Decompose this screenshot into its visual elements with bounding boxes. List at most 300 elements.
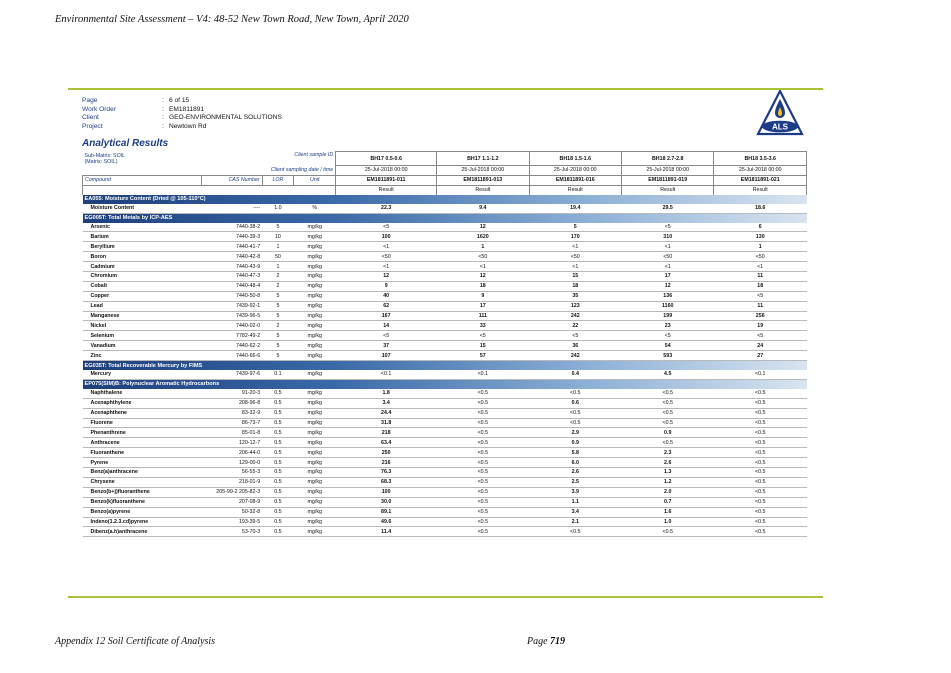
cas-number: 7440-48-4 xyxy=(201,281,262,291)
result-value: 12 xyxy=(437,272,529,282)
result-value: 1160 xyxy=(622,301,714,311)
result-value: 9.4 xyxy=(437,204,529,213)
result-value: <0.5 xyxy=(437,507,529,517)
results-table xyxy=(82,151,807,537)
lor-value: 5 xyxy=(262,223,294,232)
results-body xyxy=(83,152,807,537)
table-row xyxy=(83,311,807,321)
table-row xyxy=(83,517,807,527)
result-value: 22.3 xyxy=(336,204,437,213)
cas-number: 205-99-2 205-82-3 xyxy=(201,487,262,497)
result-value: 3.4 xyxy=(336,398,437,408)
compound-name: Vanadium xyxy=(83,341,202,351)
page-title: Analytical Results xyxy=(82,138,169,149)
lor-value: 0.5 xyxy=(262,418,294,428)
meta-key: Page xyxy=(82,97,98,104)
result-value: 2.6 xyxy=(529,468,621,478)
sample-id: BH17 1.1-1.2 xyxy=(437,152,529,166)
lab-id: EM1811891-021 xyxy=(714,175,807,185)
unit-value: mg/kg xyxy=(294,428,336,438)
result-value: 11.4 xyxy=(336,527,437,537)
top-divider xyxy=(68,88,823,90)
sampling-date: 25-Jul-2018 00:00 xyxy=(336,166,437,176)
unit-value: mg/kg xyxy=(294,458,336,468)
section-title: EG005T: Total Metals by ICP-AES xyxy=(83,213,807,223)
result-value: <0.5 xyxy=(437,389,529,398)
result-value: <0.5 xyxy=(714,438,807,448)
meta-value: Newtown Rd xyxy=(169,122,207,130)
compound-name: Selenium xyxy=(83,331,202,341)
lor-value: 5 xyxy=(262,351,294,361)
lor-value: 0.5 xyxy=(262,477,294,487)
lor-value: 0.5 xyxy=(262,398,294,408)
cas-number: 91-20-3 xyxy=(201,389,262,398)
compound-name: Barium xyxy=(83,232,202,242)
compound-name: Acenaphthene xyxy=(83,408,202,418)
cas-number: 56-55-3 xyxy=(201,468,262,478)
compound-name: Chrysene xyxy=(83,477,202,487)
result-value: <5 xyxy=(437,331,529,341)
sampling-date: 25-Jul-2018 00:00 xyxy=(622,166,714,176)
lor-value: 5 xyxy=(262,331,294,341)
lor-value: 2 xyxy=(262,321,294,331)
result-value: <50 xyxy=(529,252,621,262)
cas-number: 208-96-8 xyxy=(201,398,262,408)
result-value: 0.9 xyxy=(622,428,714,438)
table-row xyxy=(83,272,807,282)
compound-name: Beryllium xyxy=(83,242,202,252)
result-value: 24 xyxy=(714,341,807,351)
meta-row-page: Page : 6 of 15 xyxy=(82,97,190,104)
unit-value: mg/kg xyxy=(294,252,336,262)
lor-value: 1.0 xyxy=(262,204,294,213)
unit-value: mg/kg xyxy=(294,291,336,301)
result-value: 57 xyxy=(437,351,529,361)
result-value: <0.5 xyxy=(714,398,807,408)
document-header: Environmental Site Assessment – V4: 48-52 New Town Road, New Town, April 2020 xyxy=(55,14,409,25)
lor-value: 10 xyxy=(262,232,294,242)
table-row xyxy=(83,262,807,272)
unit-value: mg/kg xyxy=(294,262,336,272)
unit-value: mg/kg xyxy=(294,370,336,379)
table-row xyxy=(83,497,807,507)
table-row xyxy=(83,252,807,262)
result-value: 218 xyxy=(336,428,437,438)
result-value: <0.5 xyxy=(437,487,529,497)
section-title: EA055: Moisture Content (Dried @ 105-110°C) xyxy=(83,195,807,204)
unit-value: mg/kg xyxy=(294,517,336,527)
result-value: <0.5 xyxy=(437,477,529,487)
table-row xyxy=(83,301,807,311)
result-value: <0.5 xyxy=(437,448,529,458)
submatrix-cell xyxy=(83,152,263,166)
result-value: <50 xyxy=(714,252,807,262)
cas-number: 7440-66-6 xyxy=(201,351,262,361)
cas-number: 7440-41-7 xyxy=(201,242,262,252)
result-value: 130 xyxy=(714,232,807,242)
lor-value: 0.5 xyxy=(262,389,294,398)
table-row xyxy=(83,223,807,232)
result-value: 593 xyxy=(622,351,714,361)
lor-value: 0.5 xyxy=(262,507,294,517)
result-value: <0.5 xyxy=(437,408,529,418)
unit-value: mg/kg xyxy=(294,232,336,242)
unit-value: mg/kg xyxy=(294,507,336,517)
result-value: <0.5 xyxy=(714,507,807,517)
result-value: 2.0 xyxy=(622,487,714,497)
result-value: 216 xyxy=(336,458,437,468)
compound-name: Phenanthrene xyxy=(83,428,202,438)
cas-number: 86-73-7 xyxy=(201,418,262,428)
header-row-columns xyxy=(83,175,807,185)
result-value: 40 xyxy=(336,291,437,301)
unit-value: mg/kg xyxy=(294,418,336,428)
result-value: 111 xyxy=(437,311,529,321)
unit-value: mg/kg xyxy=(294,487,336,497)
result-value: 18.6 xyxy=(714,204,807,213)
result-value: 63.4 xyxy=(336,438,437,448)
lor-value: 50 xyxy=(262,252,294,262)
compound-name: Benz(a)anthracene xyxy=(83,468,202,478)
compound-name: Benzo(a)pyrene xyxy=(83,507,202,517)
lor-value: 0.5 xyxy=(262,497,294,507)
cas-number: 7440-38-2 xyxy=(201,223,262,232)
result-value: 3.9 xyxy=(529,487,621,497)
section-header xyxy=(83,213,807,223)
unit-value: mg/kg xyxy=(294,301,336,311)
result-value: <50 xyxy=(336,252,437,262)
result-value: <0.5 xyxy=(437,517,529,527)
result-value: 4.5 xyxy=(622,370,714,379)
unit-value: mg/kg xyxy=(294,497,336,507)
result-value: 23 xyxy=(622,321,714,331)
meta-key: Work Order xyxy=(82,105,116,113)
result-value: <1 xyxy=(622,262,714,272)
result-value: 1 xyxy=(714,242,807,252)
result-value: <0.5 xyxy=(437,497,529,507)
result-value: 18 xyxy=(714,281,807,291)
result-value: 11 xyxy=(714,272,807,282)
result-value: 15 xyxy=(529,272,621,282)
table-row xyxy=(83,341,807,351)
table-row xyxy=(83,291,807,301)
unit-value: mg/kg xyxy=(294,272,336,282)
section-header xyxy=(83,361,807,371)
result-value: 12 xyxy=(336,272,437,282)
result-value: <5 xyxy=(529,331,621,341)
result-value: <0.5 xyxy=(714,487,807,497)
result-value: <50 xyxy=(437,252,529,262)
footer-appendix: Appendix 12 Soil Certificate of Analysis xyxy=(55,636,216,647)
meta-row-client: Client : GEO-ENVIRONMENTAL SOLUTIONS xyxy=(82,114,282,122)
result-value: <1 xyxy=(336,262,437,272)
result-value: <0.5 xyxy=(529,418,621,428)
sampling-date: 25-Jul-2018 00:00 xyxy=(714,166,807,176)
result-label: Result xyxy=(437,185,529,194)
result-value: 0.4 xyxy=(529,370,621,379)
table-row xyxy=(83,527,807,537)
table-row xyxy=(83,428,807,438)
matrix-label: (Matrix: SOIL) xyxy=(84,158,118,165)
result-value: 2.6 xyxy=(622,458,714,468)
result-value: <0.5 xyxy=(529,408,621,418)
table-row xyxy=(83,331,807,341)
result-value: 1.8 xyxy=(336,389,437,398)
lor-value: 2 xyxy=(262,272,294,282)
compound-name: Copper xyxy=(83,291,202,301)
result-value: <0.5 xyxy=(714,468,807,478)
result-value: 68.3 xyxy=(336,477,437,487)
result-value: 54 xyxy=(622,341,714,351)
unit-value: mg/kg xyxy=(294,448,336,458)
table-row xyxy=(83,370,807,379)
result-value: <0.5 xyxy=(714,389,807,398)
sample-id: BH17 0.5-0.6 xyxy=(336,152,437,166)
unit-value: mg/kg xyxy=(294,351,336,361)
unit-header: Unit xyxy=(294,175,336,185)
result-value: 19 xyxy=(714,321,807,331)
meta-value: GEO-ENVIRONMENTAL SOLUTIONS xyxy=(169,114,282,122)
unit-value: mg/kg xyxy=(294,281,336,291)
result-value: 199 xyxy=(622,311,714,321)
unit-value: mg/kg xyxy=(294,311,336,321)
result-value: 100 xyxy=(336,232,437,242)
unit-value: mg/kg xyxy=(294,438,336,448)
sampling-date: 25-Jul-2018 00:00 xyxy=(437,166,529,176)
result-value: 49.6 xyxy=(336,517,437,527)
result-value: 1.6 xyxy=(622,507,714,517)
cas-number: 83-32-9 xyxy=(201,408,262,418)
unit-value: mg/kg xyxy=(294,389,336,398)
result-value: <0.5 xyxy=(714,497,807,507)
table-row xyxy=(83,321,807,331)
result-value: 29.5 xyxy=(622,204,714,213)
result-value: 31.8 xyxy=(336,418,437,428)
compound-name: Benzo(b+j)fluoranthene xyxy=(83,487,202,497)
result-value: 250 xyxy=(336,448,437,458)
sample-id: BH18 2.7-2.8 xyxy=(622,152,714,166)
result-value: 18 xyxy=(437,281,529,291)
result-value: 136 xyxy=(622,291,714,301)
lab-id: EM1811891-016 xyxy=(529,175,621,185)
result-value: 11 xyxy=(714,301,807,311)
header-row-result xyxy=(83,185,807,194)
client-sampling-label: Client sampling date / time xyxy=(270,167,334,174)
result-value: <0.5 xyxy=(529,389,621,398)
cas-number: 7782-49-2 xyxy=(201,331,262,341)
result-value: <5 xyxy=(336,223,437,232)
result-value: 22 xyxy=(529,321,621,331)
cas-number: 218-01-9 xyxy=(201,477,262,487)
cas-number: 207-08-9 xyxy=(201,497,262,507)
header-row-sample-id xyxy=(83,152,807,166)
compound-name: Benzo(k)fluoranthene xyxy=(83,497,202,507)
result-value: <0.5 xyxy=(714,418,807,428)
result-value: 256 xyxy=(714,311,807,321)
result-value: <0.5 xyxy=(437,418,529,428)
compound-name: Zinc xyxy=(83,351,202,361)
result-value: <1 xyxy=(529,262,621,272)
result-value: <0.5 xyxy=(437,468,529,478)
result-value: <0.1 xyxy=(336,370,437,379)
result-value: <0.5 xyxy=(622,398,714,408)
table-row xyxy=(83,458,807,468)
section-title: EG035T: Total Recoverable Mercury by FIMS xyxy=(83,361,807,371)
result-value: 2.3 xyxy=(622,448,714,458)
compound-name: Cadmium xyxy=(83,262,202,272)
result-value: <1 xyxy=(336,242,437,252)
submatrix-label: Sub-Matrix: SOIL xyxy=(84,152,126,159)
cas-number: 129-00-0 xyxy=(201,458,262,468)
lor-value: 5 xyxy=(262,301,294,311)
compound-name: Fluorene xyxy=(83,418,202,428)
result-value: <0.5 xyxy=(437,527,529,537)
compound-name: Acenaphthylene xyxy=(83,398,202,408)
lor-value: 5 xyxy=(262,341,294,351)
result-value: 9 xyxy=(336,281,437,291)
header-row-sampling-date xyxy=(83,166,807,176)
result-value: <0.5 xyxy=(529,527,621,537)
section-title: EP075(SIM)B: Polynuclear Aromatic Hydrocarbons xyxy=(83,379,807,389)
result-value: 0.6 xyxy=(529,398,621,408)
result-value: 36 xyxy=(529,341,621,351)
cas-number: 7439-97-6 xyxy=(201,370,262,379)
unit-value: mg/kg xyxy=(294,468,336,478)
result-value: 123 xyxy=(529,301,621,311)
result-value: 17 xyxy=(622,272,714,282)
lor-value: 0.5 xyxy=(262,428,294,438)
cas-number: 53-70-3 xyxy=(201,527,262,537)
lor-value: 1 xyxy=(262,262,294,272)
bottom-divider xyxy=(68,596,823,598)
result-value: 3.4 xyxy=(529,507,621,517)
cas-number: 7439-92-1 xyxy=(201,301,262,311)
result-value: 6 xyxy=(714,223,807,232)
logo-text: ALS xyxy=(772,122,788,132)
result-value: <0.5 xyxy=(437,438,529,448)
result-value: <0.5 xyxy=(622,418,714,428)
blank-cell xyxy=(83,185,336,194)
lor-value: 0.5 xyxy=(262,527,294,537)
result-value: 5 xyxy=(529,223,621,232)
lor-value: 5 xyxy=(262,311,294,321)
result-value: 2.1 xyxy=(529,517,621,527)
footer-page-number: 719 xyxy=(550,636,566,647)
compound-name: Pyrene xyxy=(83,458,202,468)
result-value: <0.5 xyxy=(437,428,529,438)
result-value: <0.5 xyxy=(622,389,714,398)
result-value: <0.5 xyxy=(437,458,529,468)
unit-value: mg/kg xyxy=(294,398,336,408)
result-value: 242 xyxy=(529,351,621,361)
section-header xyxy=(83,379,807,389)
table-row xyxy=(83,448,807,458)
result-value: <50 xyxy=(622,252,714,262)
result-value: 0.7 xyxy=(622,497,714,507)
result-value: 167 xyxy=(336,311,437,321)
result-label: Result xyxy=(622,185,714,194)
table-row xyxy=(83,418,807,428)
result-value: 33 xyxy=(437,321,529,331)
result-value: 1.2 xyxy=(622,477,714,487)
result-value: <0.5 xyxy=(714,527,807,537)
table-row xyxy=(83,204,807,213)
result-value: 170 xyxy=(529,232,621,242)
footer-page-label: Page xyxy=(527,636,551,647)
unit-value: mg/kg xyxy=(294,331,336,341)
meta-key: Project xyxy=(82,122,103,130)
table-row xyxy=(83,281,807,291)
table-row xyxy=(83,232,807,242)
result-value: <1 xyxy=(714,262,807,272)
unit-value: mg/kg xyxy=(294,242,336,252)
result-value: <0.5 xyxy=(714,517,807,527)
table-row xyxy=(83,507,807,517)
cas-number: 7440-42-8 xyxy=(201,252,262,262)
result-value: 12 xyxy=(437,223,529,232)
compound-name: Mercury xyxy=(83,370,202,379)
cas-number: 7440-62-2 xyxy=(201,341,262,351)
cas-number: 50-32-8 xyxy=(201,507,262,517)
result-value: 62 xyxy=(336,301,437,311)
sample-id: BH18 3.5-3.6 xyxy=(714,152,807,166)
lab-id: EM1811891-019 xyxy=(622,175,714,185)
lab-id: EM1811891-011 xyxy=(336,175,437,185)
lor-value: 0.5 xyxy=(262,517,294,527)
lor-value: 0.5 xyxy=(262,408,294,418)
result-value: 1.0 xyxy=(622,517,714,527)
table-row xyxy=(83,408,807,418)
cas-number: 7440-50-8 xyxy=(201,291,262,301)
result-value: 37 xyxy=(336,341,437,351)
table-row xyxy=(83,468,807,478)
compound-name: Naphthalene xyxy=(83,389,202,398)
compound-name: Chromium xyxy=(83,272,202,282)
compound-name: Moisture Content xyxy=(83,204,202,213)
compound-name: Anthracene xyxy=(83,438,202,448)
section-header xyxy=(83,195,807,204)
compound-name: Manganese xyxy=(83,311,202,321)
result-value: 17 xyxy=(437,301,529,311)
result-value: <5 xyxy=(622,223,714,232)
result-value: 1620 xyxy=(437,232,529,242)
result-value: 1 xyxy=(437,242,529,252)
als-logo xyxy=(756,90,804,136)
cas-number: 7440-39-3 xyxy=(201,232,262,242)
result-label: Result xyxy=(529,185,621,194)
compound-name: Indeno(1.2.3.cd)pyrene xyxy=(83,517,202,527)
report-meta xyxy=(82,97,282,131)
table-row xyxy=(83,351,807,361)
result-value: 6.0 xyxy=(529,458,621,468)
meta-value: EM1811891 xyxy=(169,105,205,113)
compound-name: Boron xyxy=(83,252,202,262)
table-row xyxy=(83,487,807,497)
result-value: 19.4 xyxy=(529,204,621,213)
result-value: <5 xyxy=(622,331,714,341)
cas-number: ---- xyxy=(201,204,262,213)
table-row xyxy=(83,389,807,398)
cas-header: CAS Number xyxy=(201,175,262,185)
result-value: 30.0 xyxy=(336,497,437,507)
lor-value: 2 xyxy=(262,281,294,291)
unit-value: mg/kg xyxy=(294,477,336,487)
lor-value: 5 xyxy=(262,291,294,301)
result-value: <0.1 xyxy=(437,370,529,379)
result-value: 35 xyxy=(529,291,621,301)
result-value: 107 xyxy=(336,351,437,361)
table-row xyxy=(83,477,807,487)
